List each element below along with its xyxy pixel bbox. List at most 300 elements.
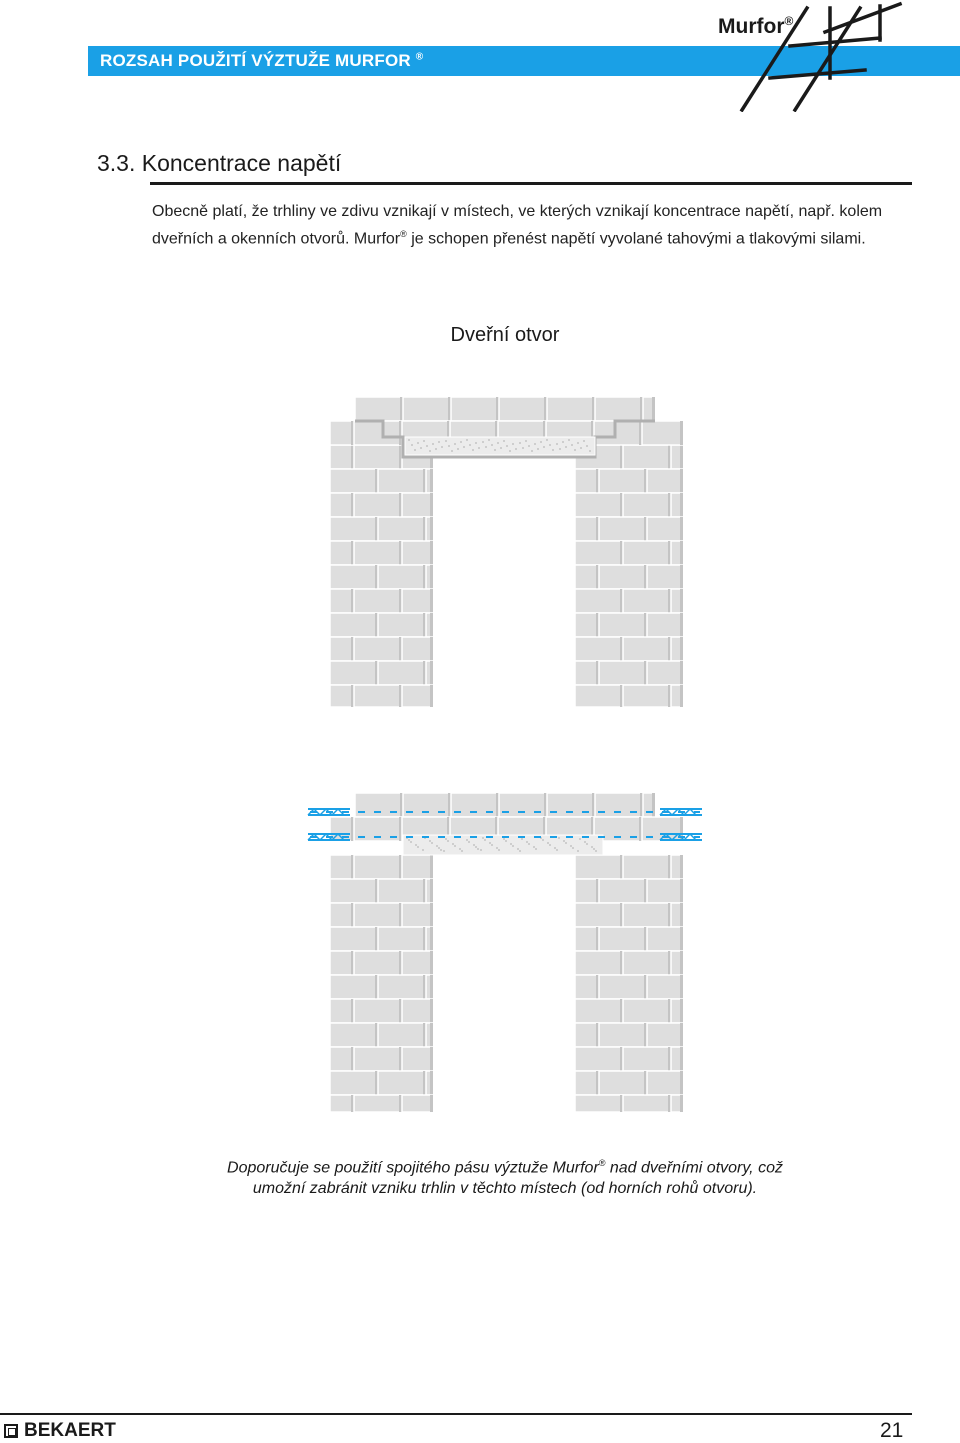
- brick: [354, 1095, 402, 1112]
- brick: [402, 951, 433, 975]
- brick: [647, 1071, 683, 1095]
- brick: [330, 445, 354, 469]
- brick-shade: [680, 541, 683, 565]
- brick: [402, 589, 433, 613]
- brick-shade: [680, 613, 683, 637]
- brick: [330, 927, 378, 951]
- lintel-speck: [466, 839, 468, 841]
- lintel-speck: [478, 447, 480, 449]
- lintel-speck: [521, 838, 523, 840]
- lintel-speck: [417, 846, 419, 848]
- brick: [599, 469, 647, 493]
- lintel-speck: [579, 838, 581, 840]
- lintel-speck: [475, 846, 477, 848]
- lintel-speck: [485, 446, 487, 448]
- lintel-speck: [429, 450, 431, 452]
- brick: [402, 493, 433, 517]
- brick-shade: [430, 855, 433, 879]
- brick-shade: [680, 589, 683, 613]
- lintel-speck: [500, 447, 502, 449]
- lintel-speck: [423, 440, 425, 442]
- brick-shade: [680, 855, 683, 879]
- brick: [403, 397, 451, 421]
- brick: [623, 637, 671, 661]
- lintel-speck: [586, 445, 588, 447]
- brick: [623, 493, 671, 517]
- lintel-speck: [534, 443, 536, 445]
- brick-shade: [680, 445, 683, 469]
- brick-shade: [680, 1023, 683, 1047]
- lintel-speck: [558, 837, 560, 839]
- brick: [647, 565, 683, 589]
- brick: [575, 999, 623, 1023]
- brick: [378, 661, 426, 685]
- brick: [647, 975, 683, 999]
- lintel-speck: [525, 440, 527, 442]
- lintel-speck: [568, 439, 570, 441]
- brick: [330, 903, 354, 927]
- brick: [354, 903, 402, 927]
- lintel-speck: [537, 448, 539, 450]
- lintel-speck: [457, 448, 459, 450]
- brick-shade: [430, 1095, 433, 1112]
- brick: [330, 613, 378, 637]
- brick-shade: [680, 975, 683, 999]
- lintel-speck: [526, 841, 528, 843]
- lintel-speck: [472, 449, 474, 451]
- brick-shade: [430, 637, 433, 661]
- lintel-speck: [542, 839, 544, 841]
- murfor-logo-icon: [735, 0, 905, 112]
- lintel-speck: [546, 439, 548, 441]
- brick-shade: [430, 493, 433, 517]
- lintel-speck: [438, 441, 440, 443]
- lintel-speck: [512, 845, 514, 847]
- brick: [575, 951, 623, 975]
- lintel-speck: [586, 843, 588, 845]
- lintel-speck: [447, 840, 449, 842]
- lintel-speck: [448, 445, 450, 447]
- brick-shade: [430, 469, 433, 493]
- brick: [575, 565, 599, 589]
- lintel-speck: [463, 446, 465, 448]
- brick: [623, 951, 671, 975]
- brick: [402, 999, 433, 1023]
- brick: [354, 999, 402, 1023]
- lintel-speck: [469, 444, 471, 446]
- brand-name: Murfor®: [718, 14, 794, 38]
- brick: [330, 999, 354, 1023]
- brick: [330, 879, 378, 903]
- brick-shade: [430, 565, 433, 589]
- brick-shade: [680, 903, 683, 927]
- lintel-speck: [491, 844, 493, 846]
- brick: [330, 1047, 354, 1071]
- lintel-speck: [491, 444, 493, 446]
- brick: [354, 421, 402, 445]
- brick-shade: [430, 685, 433, 707]
- lintel-speck: [494, 449, 496, 451]
- brick: [599, 565, 647, 589]
- brick: [575, 685, 623, 707]
- brick: [378, 879, 426, 903]
- brick: [451, 793, 499, 817]
- lintel-speck: [477, 848, 479, 850]
- brick: [599, 661, 647, 685]
- brick-shade: [680, 999, 683, 1023]
- brick-shade: [680, 493, 683, 517]
- lintel-speck: [549, 844, 551, 846]
- brick-shade: [680, 927, 683, 951]
- lintel-speck: [441, 446, 443, 448]
- brick: [499, 793, 547, 817]
- brick: [623, 445, 671, 469]
- brick: [354, 541, 402, 565]
- lintel-speck: [540, 441, 542, 443]
- lintel-speck: [556, 443, 558, 445]
- brick: [575, 637, 623, 661]
- brick-shade: [652, 793, 655, 817]
- lintel-speck: [509, 450, 511, 452]
- lintel-speck: [565, 842, 567, 844]
- page-number: 21: [880, 1419, 904, 1442]
- brick: [402, 541, 433, 565]
- header-banner-title: ROZSAH POUŽITÍ VÝZTUŽE MURFOR ®: [100, 51, 424, 70]
- footer-divider: [0, 1413, 912, 1415]
- lintel-speck: [528, 843, 530, 845]
- footer-company-name: BEKAERT: [24, 1420, 116, 1441]
- brick: [623, 855, 671, 879]
- lintel-speck: [559, 448, 561, 450]
- section-divider: [150, 182, 912, 185]
- lintel-speck: [497, 442, 499, 444]
- brick-shade: [430, 661, 433, 685]
- brick: [378, 613, 426, 637]
- brick: [575, 903, 623, 927]
- lintel-speck: [422, 849, 424, 851]
- lintel-speck: [535, 848, 537, 850]
- brick: [355, 397, 403, 421]
- brick-shade: [680, 685, 683, 707]
- brick: [575, 975, 599, 999]
- brick: [642, 421, 683, 445]
- lintel-speck: [417, 442, 419, 444]
- brick: [402, 1047, 433, 1071]
- lintel: [405, 437, 595, 455]
- lintel-speck: [408, 839, 410, 841]
- brick-shade: [430, 589, 433, 613]
- lintel-speck: [595, 850, 597, 852]
- brick-shade: [430, 879, 433, 903]
- lintel-speck: [496, 847, 498, 849]
- lintel-speck: [549, 444, 551, 446]
- lintel-speck: [572, 847, 574, 849]
- brick: [330, 541, 354, 565]
- lintel-speck: [438, 847, 440, 849]
- brick: [594, 421, 642, 445]
- brick: [403, 793, 451, 817]
- brick-shade: [680, 517, 683, 541]
- brick: [330, 637, 354, 661]
- brick: [354, 637, 402, 661]
- brick: [402, 1095, 433, 1112]
- brick: [599, 975, 647, 999]
- brick: [575, 541, 623, 565]
- brick: [402, 685, 433, 707]
- wall-top-courses: [330, 793, 683, 841]
- lintel-speck: [429, 840, 431, 842]
- lintel-speck: [512, 443, 514, 445]
- lintel-speck: [482, 441, 484, 443]
- lintel-speck: [415, 844, 417, 846]
- lintel-speck: [591, 846, 593, 848]
- lintel-speck: [473, 844, 475, 846]
- lintel-speck: [571, 444, 573, 446]
- brick: [378, 1071, 426, 1095]
- brick: [330, 421, 354, 445]
- brick: [623, 1095, 671, 1112]
- brick: [575, 1095, 623, 1112]
- brick: [378, 927, 426, 951]
- brick: [599, 613, 647, 637]
- lintel-speck: [475, 442, 477, 444]
- lintel-speck: [528, 445, 530, 447]
- lintel-speck: [580, 447, 582, 449]
- lintel-speck: [577, 442, 579, 444]
- brick: [647, 469, 683, 493]
- brick: [330, 565, 378, 589]
- lintel-speck: [435, 448, 437, 450]
- lintel-speck: [436, 845, 438, 847]
- lintel-speck: [410, 841, 412, 843]
- brick: [575, 661, 599, 685]
- brick-shade: [680, 1071, 683, 1095]
- lintel-speck: [445, 440, 447, 442]
- brick: [647, 879, 683, 903]
- brick: [599, 927, 647, 951]
- lintel-speck: [440, 849, 442, 851]
- brick: [378, 565, 426, 589]
- brick: [330, 1023, 378, 1047]
- brick-shade: [680, 1095, 683, 1112]
- left-pier: [330, 855, 433, 1112]
- lintel-speck: [556, 849, 558, 851]
- lintel-speck: [533, 846, 535, 848]
- brick: [575, 879, 599, 903]
- lintel-speck: [480, 849, 482, 851]
- brick-shade: [680, 565, 683, 589]
- lintel-speck: [443, 850, 445, 852]
- lintel-speck: [531, 450, 533, 452]
- brick-shade: [680, 469, 683, 493]
- brick-shade: [680, 951, 683, 975]
- brick: [575, 1071, 599, 1095]
- lintel-speck: [454, 845, 456, 847]
- brick: [330, 1071, 378, 1095]
- brick: [575, 517, 599, 541]
- lintel-speck: [583, 440, 585, 442]
- lintel-speck: [522, 447, 524, 449]
- lintel-speck: [466, 439, 468, 441]
- brick: [575, 1023, 599, 1047]
- brick: [599, 879, 647, 903]
- lintel-speck: [563, 840, 565, 842]
- brick: [355, 793, 403, 817]
- lintel-speck: [432, 443, 434, 445]
- lintel-speck: [489, 842, 491, 844]
- lintel-speck: [570, 845, 572, 847]
- lintel-speck: [552, 449, 554, 451]
- lintel-speck: [482, 837, 484, 839]
- brick: [330, 685, 354, 707]
- brick: [354, 1047, 402, 1071]
- brick-shade: [680, 1047, 683, 1071]
- brick-shade: [430, 975, 433, 999]
- brick: [402, 903, 433, 927]
- brick: [623, 541, 671, 565]
- lintel-speck: [505, 840, 507, 842]
- lintel-speck: [454, 443, 456, 445]
- brick-shade: [430, 613, 433, 637]
- section-title: 3.3. Koncentrace napětí: [97, 150, 342, 176]
- brick: [330, 975, 378, 999]
- brick: [623, 589, 671, 613]
- brick-shade: [430, 903, 433, 927]
- lintel-speck: [577, 850, 579, 852]
- lintel-body: [405, 437, 595, 455]
- figure-caption: Doporučuje se použití spojitého pásu výztuže Murfor® nad dveřními otvory, což umožní zabránit vzniku trhlin v těchto místech (od horních rohů otvoru).: [227, 1158, 783, 1198]
- brick-shade: [430, 1047, 433, 1071]
- brick-shade: [430, 1023, 433, 1047]
- brick: [451, 397, 499, 421]
- lintel-speck: [510, 843, 512, 845]
- brick: [623, 903, 671, 927]
- brick-shade: [680, 637, 683, 661]
- brick: [354, 685, 402, 707]
- lintel-speck: [498, 849, 500, 851]
- brick: [595, 397, 643, 421]
- lintel-speck: [506, 445, 508, 447]
- lintel-speck: [426, 445, 428, 447]
- brick: [547, 397, 595, 421]
- brick: [623, 1047, 671, 1071]
- brick: [575, 613, 599, 637]
- lintel-speck: [562, 441, 564, 443]
- brick: [599, 1023, 647, 1047]
- lintel-speck: [411, 444, 413, 446]
- intro-paragraph: Obecně platí, že trhliny ve zdivu vznikají v místech, ve kterých vznikají koncentrace napětí, např. kolem dveřních a okenních otvorů. Murfor® je schopen přenést napětí vyvolané tahovými a tlakovými silami.: [152, 203, 883, 248]
- brick: [599, 517, 647, 541]
- lintel-speck: [451, 450, 453, 452]
- lintel-speck: [484, 839, 486, 841]
- lintel-speck: [431, 842, 433, 844]
- brick-shade: [652, 397, 655, 421]
- brick: [354, 951, 402, 975]
- brick-shade: [430, 541, 433, 565]
- brick: [575, 493, 623, 517]
- brick: [378, 469, 426, 493]
- lintel-speck: [459, 848, 461, 850]
- brick: [623, 999, 671, 1023]
- brick-shade: [430, 999, 433, 1023]
- right-pier: [575, 445, 683, 707]
- brick: [575, 469, 599, 493]
- brick: [575, 1047, 623, 1071]
- brick: [499, 397, 547, 421]
- brick: [330, 589, 354, 613]
- lintel-speck: [468, 841, 470, 843]
- brick: [647, 927, 683, 951]
- brick: [595, 793, 643, 817]
- lintel-speck: [408, 439, 410, 441]
- lintel-speck: [515, 448, 517, 450]
- brick: [354, 855, 402, 879]
- brick: [330, 951, 354, 975]
- brick-shade: [680, 421, 683, 445]
- door-opening-wall-diagram: [325, 385, 690, 710]
- brick: [402, 637, 433, 661]
- brick: [623, 685, 671, 707]
- brick-shade: [430, 951, 433, 975]
- lintel-speck: [414, 449, 416, 451]
- lintel-speck: [460, 441, 462, 443]
- brick: [354, 493, 402, 517]
- brick: [330, 517, 378, 541]
- lintel-speck: [589, 450, 591, 452]
- brick: [647, 1023, 683, 1047]
- lintel-speck: [554, 847, 556, 849]
- brick: [330, 1095, 354, 1112]
- lintel-speck: [503, 838, 505, 840]
- bekaert-logo-icon: [4, 1424, 18, 1438]
- brick: [378, 1023, 426, 1047]
- brick-shade: [680, 879, 683, 903]
- lintel-speck: [519, 442, 521, 444]
- brick-shade: [430, 927, 433, 951]
- lintel-speck: [584, 841, 586, 843]
- brick: [378, 517, 426, 541]
- lintel-speck: [517, 848, 519, 850]
- lintel-speck: [547, 842, 549, 844]
- left-pier: [330, 445, 433, 707]
- brick: [378, 975, 426, 999]
- brick: [575, 589, 623, 613]
- brick: [647, 613, 683, 637]
- lintel-speck: [543, 446, 545, 448]
- lintel-speck: [461, 850, 463, 852]
- reinforced-door-opening-wall-diagram: [300, 785, 710, 1115]
- lintel-speck: [519, 850, 521, 852]
- figure-title: Dveřní otvor: [450, 324, 560, 346]
- lintel-speck: [420, 447, 422, 449]
- lintel-speck: [503, 440, 505, 442]
- lintel-speck: [488, 439, 490, 441]
- brick: [575, 927, 599, 951]
- right-pier: [575, 855, 683, 1112]
- brick: [647, 517, 683, 541]
- lintel-speck: [445, 838, 447, 840]
- brick: [354, 445, 402, 469]
- brick: [330, 661, 378, 685]
- brick-shade: [430, 1071, 433, 1095]
- footer-company-logo: [4, 1420, 116, 1442]
- lintel-speck: [565, 446, 567, 448]
- brick-shade: [430, 517, 433, 541]
- brick: [330, 855, 354, 879]
- brick: [354, 589, 402, 613]
- brick: [599, 1071, 647, 1095]
- brick: [330, 493, 354, 517]
